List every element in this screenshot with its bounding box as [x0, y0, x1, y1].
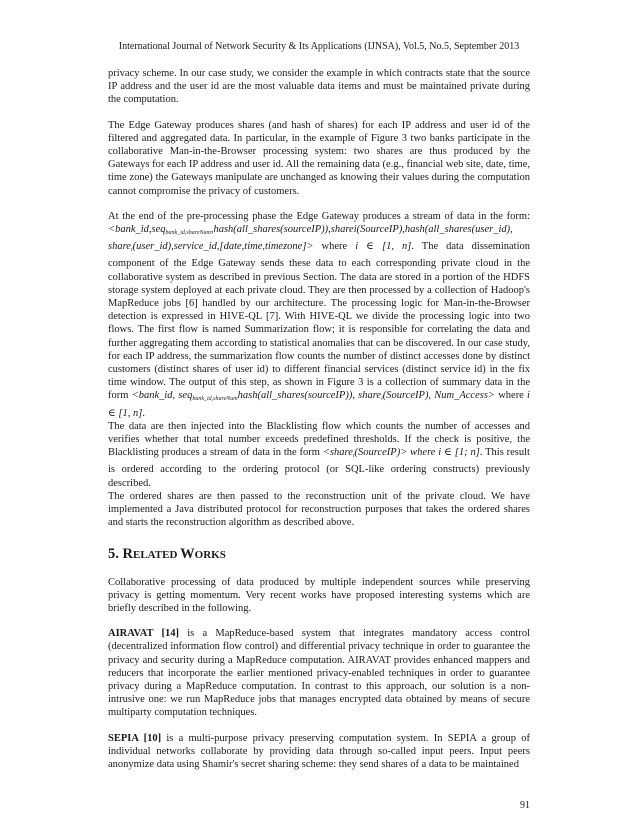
formula-subscript: i — [352, 453, 355, 460]
paragraph-blacklisting — [108, 420, 530, 490]
text-run: where — [495, 390, 528, 402]
formula-part: (user_id),service_id,[date,time,timezone]> — [132, 241, 314, 253]
text-run: The data are then injected into the Blacklisting flow which counts the number of accesses and verifies whether that total number exceeds predefined thresholds. If the check is positive, the Blacklisting produces a stream of data in the form — [108, 420, 530, 459]
airavat-label: AIRAVAT [14] — [108, 628, 180, 640]
paragraph-reconstruction: The ordered shares are then passed to the reconstruction unit of the private cloud. We have implemented a Java distributed protocol for reconstruction purposes that takes the ordered shares and starts the reconstruction algorithm as described above. — [108, 490, 530, 529]
text-run: At the end of the pre-processing phase the Edge Gateway produces a stream of data in the form: — [108, 210, 530, 222]
paragraph-sepia — [108, 732, 530, 772]
formula-subscript: bank_id,shareNum — [192, 396, 238, 403]
text-run: is a MapReduce-based system that integrates mandatory access control (decentralized information flow control) and differential privacy technique in order to guarantee the privacy and security during a MapReduce computation. AIRAVAT provides enhanced mappers and reducers that incorporate the earlier mentioned privacy-enabled techniques in order to guarantee privacy during a MapReduce computation. In contrast to this approach, our solution is a non-intrusive one: we run MapReduce jobs that manages encrypted data obtained by means of secure multiparty computation techniques. — [108, 628, 530, 719]
formula-summary — [132, 390, 495, 401]
formula-subscript: bank_id,shareNum — [165, 230, 211, 237]
text-run: where — [313, 241, 356, 253]
text-run: . The data dissemination component of the Edge Gateway sends these data to each corresponding private cloud in the collaborative system as described in previous Section. The data are stored in a portion of the HDFS storage system deployed at each private cloud. They are then processed by a collection of Hadoop's MapReduce jobs [6] handled by our architecture. The processing logic for Man-in-the-Browser detection is expressed in HIVE-QL [7]. With HIVE-QL we divide the processing logic into two flows. The first flow is named Summarization flow; it is responsible for correlating the data and further aggregating them according to statistical anomalies that can be discovered. In our case study, for each IP address, the summarization flow counts the number of distinct accesses done by distinct customers (distinct shares of user id) to different financial services (distinct service id) in the fix time window. The output of this step, as shown in Figure 3 is a collection of summary data in the form — [108, 241, 530, 402]
heading-part: 5. R — [108, 545, 133, 562]
text-run: is a multi-purpose privacy preserving computation system. In SEPIA a group of individual networks collaborate by providing data through so-called input peers. Input peers anonymize data using Shamir's secret sharing scheme: they send shares of a data to be maintained — [108, 732, 530, 770]
paragraph-related-intro: Collaborative processing of data produced by multiple independent sources while preserving privacy is getting momentum. Very recent works have proposed interesting systems which are briefly described in the following. — [108, 576, 530, 614]
page-number: 91 — [520, 800, 530, 811]
formula-part: (SourceIP)> where i ∈ [1; n] — [354, 447, 480, 459]
paragraph-edge-gateway-shares: The Edge Gateway produces shares (and hash of shares) for each IP address and user id of the filtered and aggregated data. In particular, in the example of Figure 3 two banks participate in the collaborative Man-in-the-Browser processing system: two shares are thus produced by the Gateways for each IP address and user id. All the remaining data (e.g., financial web site, date, time, time zone) the Gateways manipulate are unchanged as knowing their values during the computation cannot compromise the privacy of customers. — [108, 119, 530, 197]
heading-part: W — [180, 545, 195, 562]
formula-subscript: i — [381, 396, 383, 403]
paragraph-preprocessing-stream — [108, 210, 530, 420]
formula-part: <share — [322, 447, 353, 459]
sepia-label: SEPIA [10] — [108, 732, 162, 744]
section-heading-related-works — [108, 546, 530, 564]
paragraph-airavat — [108, 627, 530, 719]
text-run: . This result is ordered according to the ordering protocol (or SQL-like ordering constructs) previously described. — [108, 447, 530, 489]
formula-part: ,hash(all_shares(sourceIP)),sharei(SourceIP),hash(all_shares(user_id), share — [108, 224, 513, 253]
formula-range: i ∈ [1, n] — [108, 390, 530, 419]
heading-part: ELATED — [132, 548, 181, 561]
heading-part: ORKS — [194, 548, 226, 561]
running-header: International Journal of Network Security & Its Applications (IJNSA), Vol.5, No.5, September 2013 — [118, 41, 520, 52]
formula-part: <bank_id, seq — [131, 390, 193, 402]
body-text — [108, 67, 530, 771]
formula-range: i ∈ [1, n] — [355, 241, 412, 253]
formula-part: (SourceIP), Num_Access> — [382, 390, 495, 402]
formula-part: hash(all_shares(sourceIP)), share — [237, 390, 382, 402]
paragraph-privacy-scheme: privacy scheme. In our case study, we consider the example in which contracts state that the source IP address and the user id are the most valuable data items and must be maintained private during the computation. — [108, 68, 530, 106]
text-run: . — [142, 407, 145, 419]
formula-subscript: i — [130, 247, 133, 254]
formula-blacklist — [323, 447, 480, 458]
formula-part: <bank_id,seq — [108, 224, 166, 236]
